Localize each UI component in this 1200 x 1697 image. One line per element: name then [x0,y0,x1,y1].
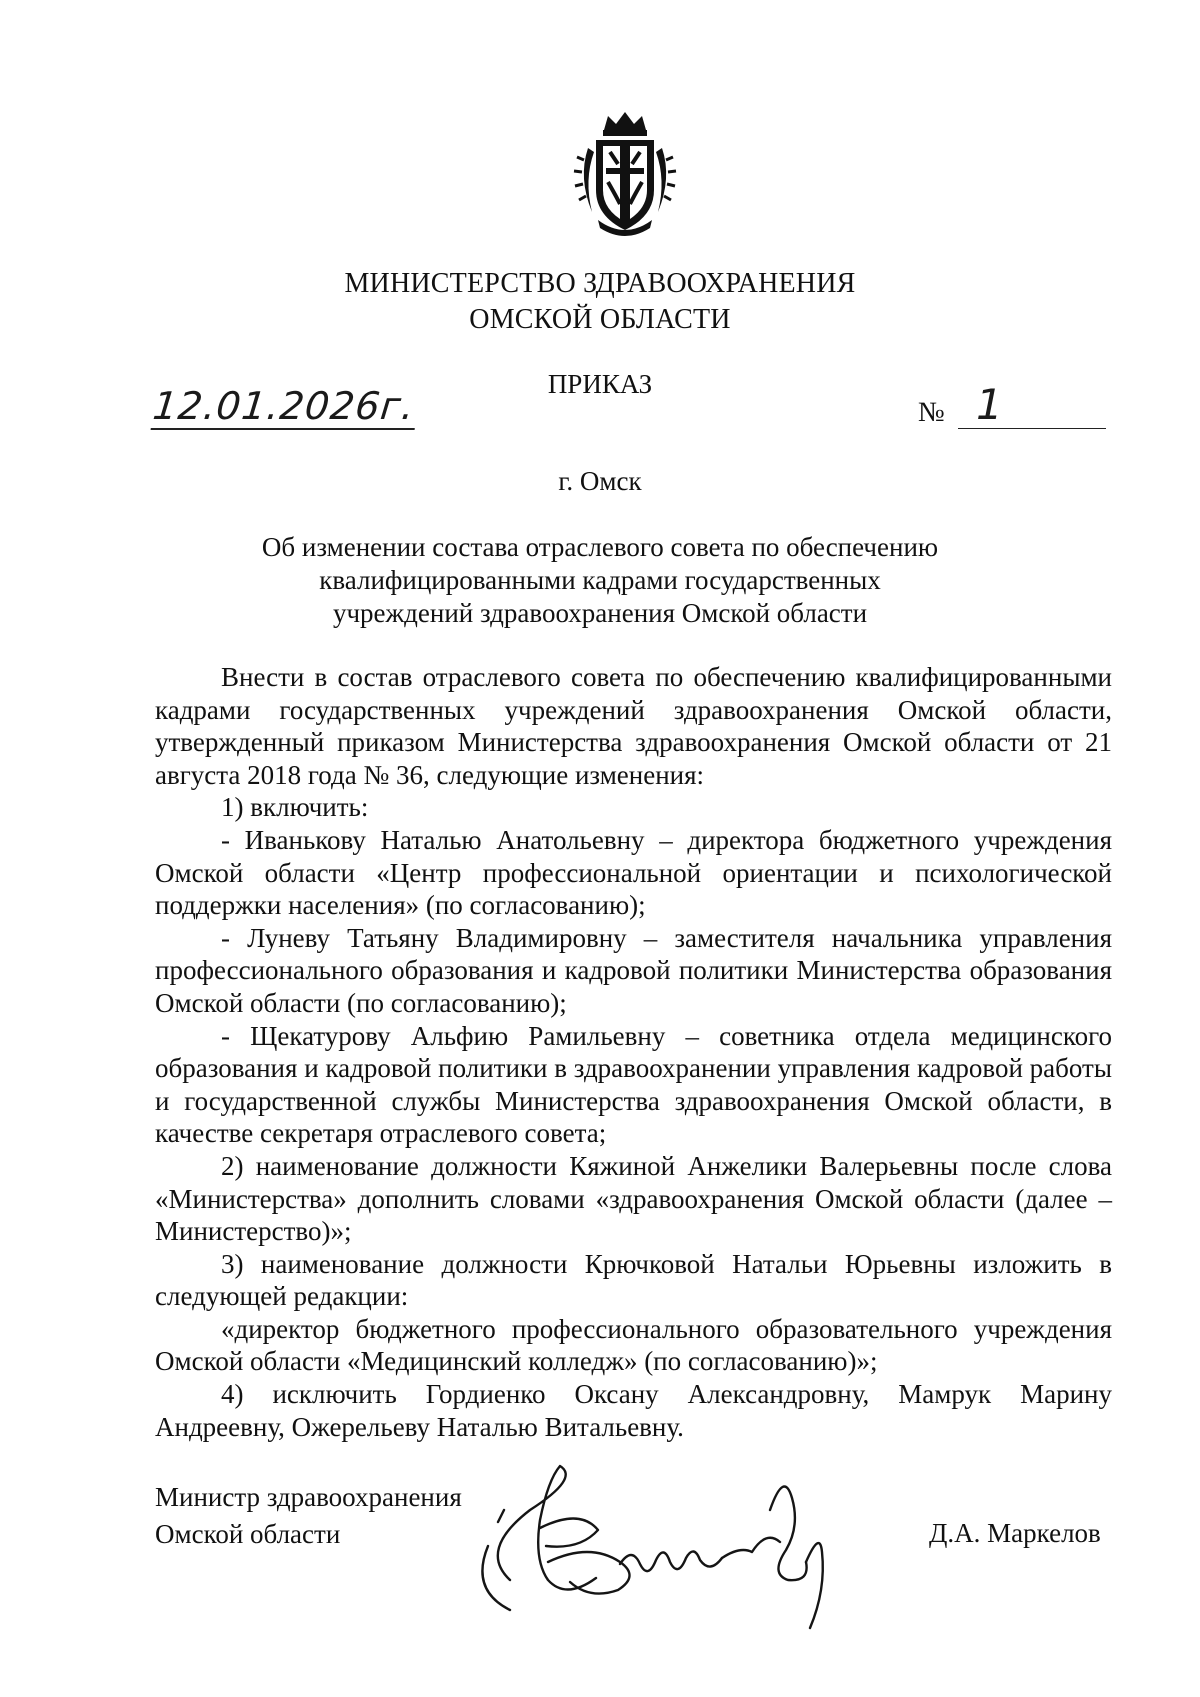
handwritten-signature-icon [470,1450,890,1635]
order-subject [0,531,1200,630]
subject-line-3: учреждений здравоохранения Омской области [332,598,868,628]
body-paragraph: «директор бюджетного профессионального образовательного учреждения Омской области «Медицинский колледж» (по согласованию)»; [155,1313,1112,1377]
subject-line-1: Об изменении состава отраслевого совета по обеспечению [261,532,939,562]
signer-position-line-2: Омской области [155,1519,341,1549]
body-paragraph: - Щекатурову Альфию Рамильевну – советника отдела медицинского образования и кадровой политики в здравоохранении управления кадровой работы и государственной службы Министерства здравоохранения Омской области, в качестве секретаря отраслевого совета; [155,1020,1112,1149]
city: г. Омск [558,466,642,496]
body-paragraph: Внести в состав отраслевого совета по обеспечению квалифицированными кадрами государственных учреждений здравоохранения Омской области, утвержденный приказом Министерства здравоохранения Омской области от 21 августа 2018 года № 36, следующие изменения: [155,662,1112,790]
body-paragraph: 2) наименование должности Кяжиной Анжелики Валерьевны после слова «Министерства» дополнить словами «здравоохранения Омской области (далее – Министерство)»; [155,1150,1112,1247]
coat-of-arms-icon [570,108,680,238]
signer-position [155,1479,462,1553]
body-paragraph: - Луневу Татьяну Владимировну – заместителя начальника управления профессионального образования и кадровой политики Министерства образования Омской области (по согласованию); [155,922,1112,1018]
order-number: 1 [976,380,1003,429]
ministry-name-line-1: МИНИСТЕРСТВО ЗДРАВООХРАНЕНИЯ [344,268,856,299]
signer-name: Д.А. Маркелов [929,1518,1101,1548]
body-paragraph: - Иванькову Наталью Анатольевну – директора бюджетного учреждения Омской области «Центр профессиональной ориентации и психологической поддержки населения» (по согласованию); [155,824,1112,921]
order-body [155,661,1112,1443]
body-paragraph: 3) наименование должности Крючковой Натальи Юрьевны изложить в следующей редакции: [155,1248,1112,1312]
body-paragraph: 1) включить: [221,792,369,823]
subject-line-2: квалифицированными кадрами государственных [319,565,881,595]
document-type: ПРИКАЗ [547,369,653,399]
order-number-field [918,380,1108,436]
number-label: № [918,397,945,428]
body-paragraph: 4) исключить Гордиенко Оксану Александровну, Мамрук Марину Андреевну, Ожерельеву Наталью Витальевну. [155,1379,1112,1442]
signer-position-line-1: Министр здравоохранения [155,1482,462,1512]
ministry-name [0,266,1200,338]
order-date: 12.01.2026г. [150,384,418,428]
ministry-name-line-2: ОМСКОЙ ОБЛАСТИ [469,304,731,335]
